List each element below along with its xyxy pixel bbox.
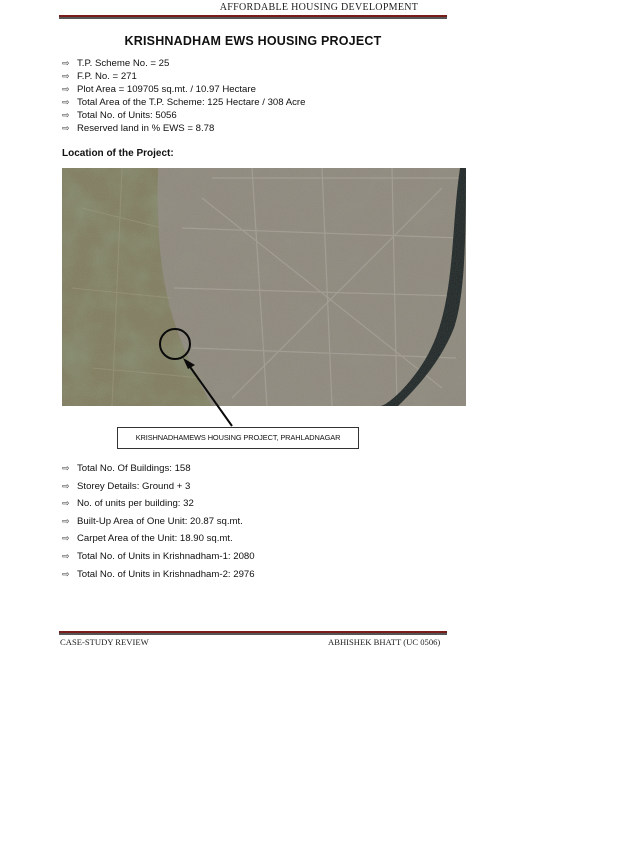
page-title: KRISHNADHAM EWS HOUSING PROJECT <box>124 34 382 48</box>
footer-left-text: CASE-STUDY REVIEW <box>60 637 149 647</box>
fact-text: Total No. of Units: 5056 <box>77 110 177 121</box>
list-item <box>62 478 255 496</box>
fact-text: Storey Details: Ground + 3 <box>77 480 191 492</box>
arrow-icon: ⇨ <box>62 480 70 491</box>
list-item <box>62 70 305 83</box>
arrow-icon: ⇨ <box>62 568 70 579</box>
footer-rule <box>59 631 447 633</box>
satellite-map-graphic <box>62 168 466 406</box>
list-item <box>62 96 305 109</box>
list-item <box>62 566 255 584</box>
arrow-icon: ⇨ <box>62 97 70 107</box>
arrow-icon: ⇨ <box>62 463 70 473</box>
list-item <box>62 495 255 513</box>
fact-text: F.P. No. = 271 <box>77 71 137 82</box>
arrow-icon: ⇨ <box>62 123 70 133</box>
arrow-icon: ⇨ <box>62 533 70 544</box>
arrow-icon: ⇨ <box>62 515 70 526</box>
list-item <box>62 460 255 478</box>
header-rule <box>59 15 447 17</box>
list-item <box>62 109 305 122</box>
list-item <box>62 122 305 135</box>
fact-text: Total No. Of Buildings: 158 <box>77 463 191 474</box>
list-item <box>62 513 255 531</box>
fact-text: Reserved land in % EWS = 8.78 <box>77 123 215 134</box>
fact-text: Built-Up Area of One Unit: 20.87 sq.mt. <box>77 515 243 527</box>
arrow-icon: ⇨ <box>62 550 70 561</box>
arrow-icon: ⇨ <box>62 110 70 120</box>
arrow-icon: ⇨ <box>62 84 70 94</box>
satellite-map-image <box>62 168 466 406</box>
fact-text: Total Area of the T.P. Scheme: 125 Hectare / 308 Acre <box>77 97 306 108</box>
list-item <box>62 530 255 548</box>
building-facts-list <box>62 460 255 583</box>
fact-text: Total No. of Units in Krishnadham-2: 2976 <box>77 568 255 580</box>
fact-text: No. of units per building: 32 <box>77 498 194 510</box>
project-facts-list <box>62 57 305 135</box>
arrow-icon: ⇨ <box>62 71 70 81</box>
list-item <box>62 548 255 566</box>
location-heading: Location of the Project: <box>62 148 174 159</box>
running-header: AFFORDABLE HOUSING DEVELOPMENT <box>219 2 419 13</box>
list-item <box>62 57 305 70</box>
fact-text: Carpet Area of the Unit: 18.90 sq.mt. <box>77 533 233 545</box>
fact-text: Plot Area = 109705 sq.mt. / 10.97 Hectare <box>77 84 256 95</box>
map-callout-label: KRISHNADHAMEWS HOUSING PROJECT, PRAHLADNAGAR <box>117 427 359 449</box>
footer-author: ABHISHEK BHATT (UC 0506) <box>328 637 441 647</box>
arrow-icon: ⇨ <box>62 498 70 509</box>
list-item <box>62 83 305 96</box>
arrow-icon: ⇨ <box>62 58 70 68</box>
fact-text: Total No. of Units in Krishnadham-1: 2080 <box>77 550 255 562</box>
fact-text: T.P. Scheme No. = 25 <box>77 58 170 69</box>
